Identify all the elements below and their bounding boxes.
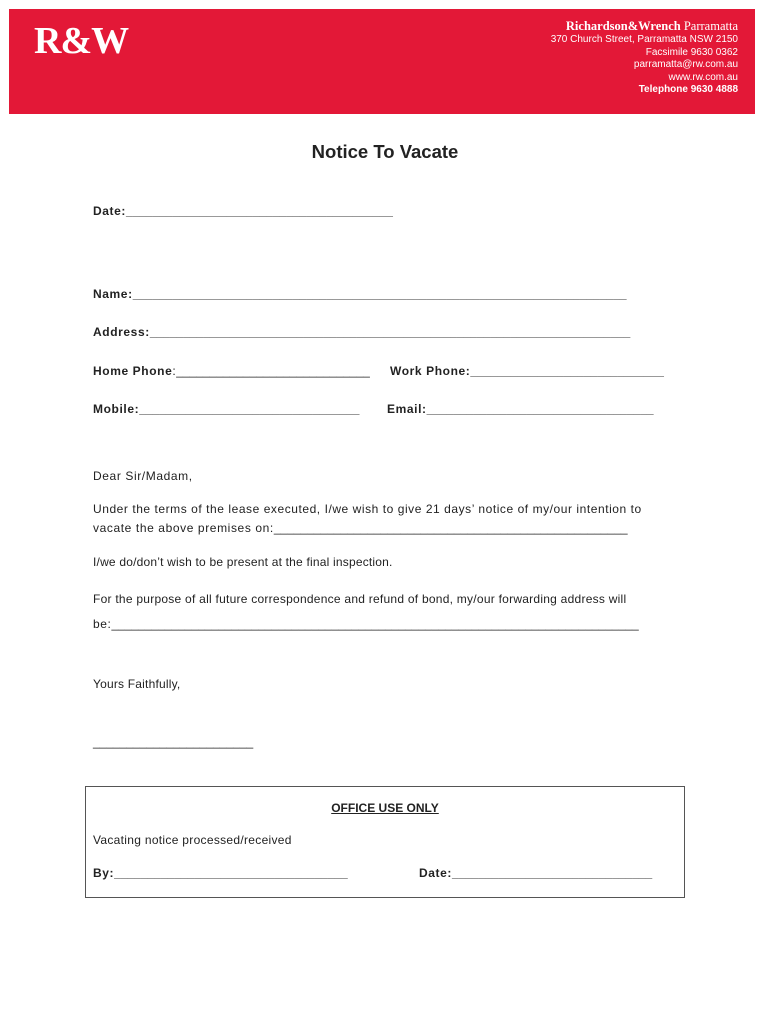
vacate-date-text: vacate the above premises on: [93,521,274,535]
office-facsimile: Facsimile 9630 0362 [645,46,738,58]
work-phone-blank[interactable]: _____________________________ [470,364,664,378]
closing: Yours Faithfully, [93,677,181,691]
vacate-date-field[interactable] [93,521,628,535]
notice-line-1: Under the terms of the lease executed, I/we wish to give 21 days’ notice of my/our intention to [93,502,642,516]
office-date-blank[interactable]: ______________________________ [452,866,653,880]
address-blank[interactable]: ________________________________________________________________________ [149,325,631,339]
office-address: 370 Church Street, Parramatta NSW 2150 [550,34,738,45]
office-telephone: Telephone 9630 4888 [638,84,738,95]
office-email: parramatta@rw.com.au [633,59,738,70]
office-date-field[interactable] [419,866,652,880]
office-by-label: By: [93,866,115,880]
home-phone-field[interactable] [93,364,370,378]
salutation: Dear Sir/Madam, [93,469,193,483]
name-blank[interactable]: __________________________________________________________________________ [132,287,627,301]
brand-branch: Parramatta [683,19,738,33]
email-blank[interactable]: __________________________________ [426,402,654,416]
date-label: Date: [93,204,127,218]
forwarding-text: be: [93,617,112,631]
email-field[interactable] [387,402,654,416]
office-use-box [85,786,685,898]
office-use-title: OFFICE USE ONLY [331,801,439,815]
address-label: Address: [93,325,150,339]
office-by-field[interactable] [93,866,348,880]
home-phone-blank[interactable]: _____________________________ [176,364,370,378]
mobile-field[interactable] [93,402,359,416]
mobile-blank[interactable]: _________________________________ [139,402,360,416]
home-phone-colon: : [172,364,177,378]
email-label: Email: [387,402,427,416]
office-date-label: Date: [419,866,453,880]
date-blank[interactable]: ________________________________________ [126,204,393,218]
home-phone-label: Home Phone [93,364,173,378]
office-website: www.rw.com.au [668,71,738,83]
inspection-statement: I/we do/don’t wish to be present at the final inspection. [93,555,393,569]
work-phone-label: Work Phone: [390,364,471,378]
office-by-blank[interactable]: ___________________________________ [114,866,348,880]
rw-logo: R&W [34,20,129,62]
page-title: Notice To Vacate [311,141,459,162]
processed-label: Vacating notice processed/received [93,833,292,847]
brand-name: Richardson&Wrench [565,19,681,33]
name-label: Name: [93,287,133,301]
letterhead-banner [9,9,755,114]
work-phone-field[interactable] [390,364,664,378]
forwarding-line-1: For the purpose of all future correspondence and refund of bond, my/our forwarding address will [93,592,627,606]
date-field[interactable] [93,204,393,218]
name-field[interactable] [93,287,627,301]
office-brand [551,19,738,34]
vacate-date-blank[interactable]: _____________________________________________________ [273,521,628,535]
forwarding-blank[interactable]: _______________________________________________________________________________ [111,617,639,631]
signature-line[interactable]: ________________________ [93,735,254,749]
forwarding-address-field[interactable] [93,617,639,631]
mobile-label: Mobile: [93,402,140,416]
office-details [551,19,738,97]
address-field[interactable] [93,325,630,339]
